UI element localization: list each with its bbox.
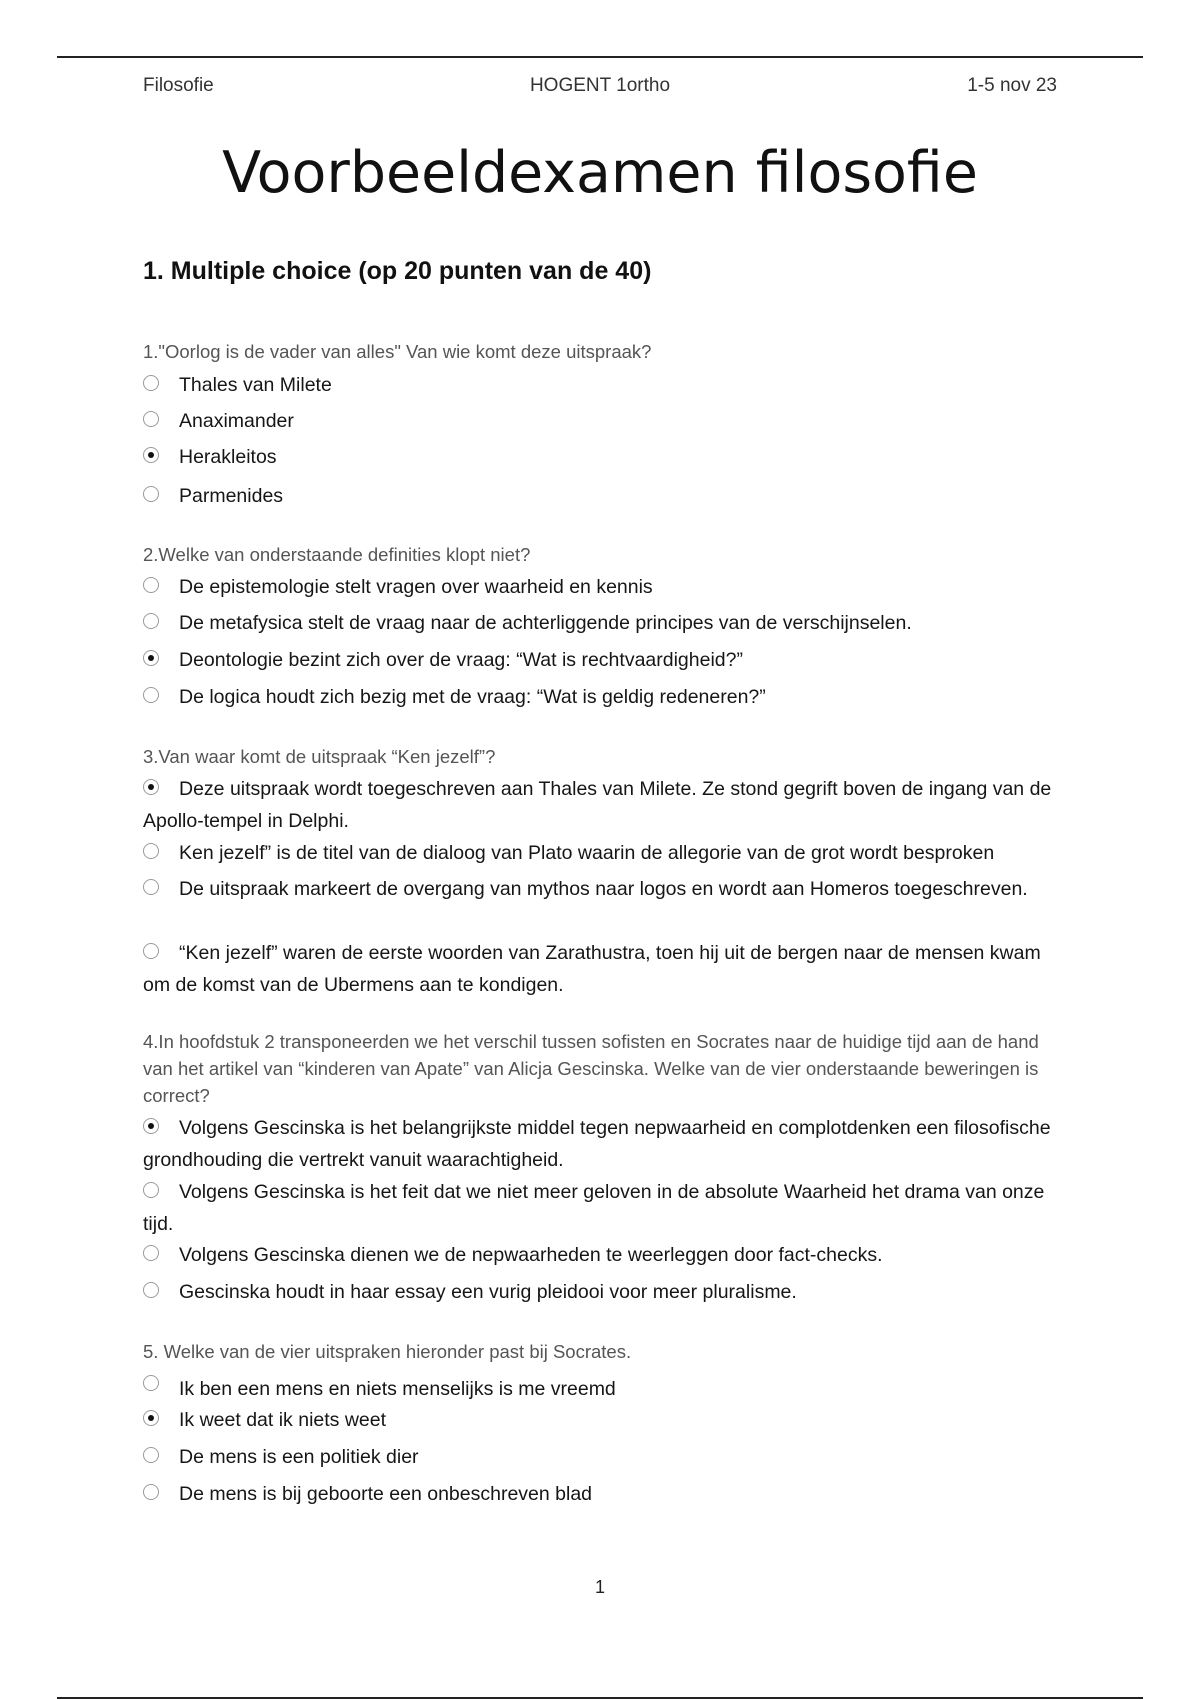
radio-icon[interactable] — [143, 687, 159, 703]
header-institution: HOGENT 1ortho — [529, 75, 671, 96]
option-label: Deze uitspraak wordt toegeschreven aan Thales van Milete. Ze stond gegrift boven de ingang van de Apollo-tempel in Delphi. — [143, 778, 1052, 832]
question-2-text: 2.Welke van onderstaande definities klopt niet? — [143, 544, 531, 565]
radio-selected-icon[interactable] — [143, 447, 159, 463]
radio-icon[interactable] — [143, 1282, 159, 1298]
radio-icon[interactable] — [143, 943, 159, 959]
option-label: De mens is bij geboorte een onbeschreven blad — [179, 1483, 593, 1505]
question-1-text: 1."Oorlog is de vader van alles" Van wie komt deze uitspraak? — [143, 341, 652, 362]
option-label: Anaximander — [179, 410, 294, 432]
radio-icon[interactable] — [143, 1375, 159, 1391]
question-5-option-3[interactable] — [143, 1441, 1063, 1473]
radio-icon[interactable] — [143, 1447, 159, 1463]
question-5-option-4[interactable] — [143, 1478, 1063, 1510]
question-3-option-4[interactable] — [143, 937, 1063, 1001]
option-label: De uitspraak markeert de overgang van mythos naar logos en wordt aan Homeros toegeschreven. — [179, 878, 1028, 900]
question-5-option-1[interactable] — [143, 1373, 1063, 1405]
question-3-option-1[interactable] — [143, 773, 1063, 837]
radio-icon[interactable] — [143, 375, 159, 391]
question-4-option-3[interactable] — [143, 1239, 1063, 1271]
option-label: Ik weet dat ik niets weet — [179, 1409, 387, 1431]
radio-selected-icon[interactable] — [143, 1410, 159, 1426]
question-2-option-2[interactable] — [143, 607, 1063, 639]
page-number: 1 — [594, 1577, 605, 1597]
radio-icon[interactable] — [143, 843, 159, 859]
option-label: “Ken jezelf” waren de eerste woorden van Zarathustra, toen hij uit de bergen naar de mensen kwam om de komst van de Ubermens aan te kondigen. — [143, 942, 1041, 996]
question-2-option-4[interactable] — [143, 681, 1063, 713]
radio-icon[interactable] — [143, 879, 159, 895]
question-4-option-2[interactable] — [143, 1176, 1063, 1240]
footer-rule — [57, 1697, 1143, 1699]
question-3-option-2[interactable] — [143, 837, 1063, 869]
question-3-option-3[interactable] — [143, 873, 1063, 905]
radio-icon[interactable] — [143, 486, 159, 502]
question-2-option-3[interactable] — [143, 644, 1063, 676]
option-label: De logica houdt zich bezig met de vraag: “Wat is geldig redeneren?” — [179, 686, 766, 708]
option-label: Volgens Gescinska dienen we de nepwaarheden te weerleggen door fact-checks. — [179, 1244, 883, 1266]
option-label: Ik ben een mens en niets menselijks is me vreemd — [179, 1378, 616, 1400]
option-label: Thales van Milete — [179, 374, 332, 396]
question-1-option-4[interactable] — [143, 480, 1063, 512]
option-label: De epistemologie stelt vragen over waarheid en kennis — [179, 576, 653, 598]
question-1-option-1[interactable] — [143, 369, 1063, 401]
radio-icon[interactable] — [143, 1484, 159, 1500]
header-rule — [57, 56, 1143, 58]
radio-icon[interactable] — [143, 1182, 159, 1198]
option-label: Ken jezelf” is de titel van de dialoog van Plato waarin de allegorie van de grot wordt besproken — [179, 842, 995, 864]
question-5-option-2[interactable] — [143, 1404, 1063, 1436]
radio-selected-icon[interactable] — [143, 650, 159, 666]
header-course: Filosofie — [143, 75, 214, 96]
option-label: Herakleitos — [179, 446, 277, 468]
radio-icon[interactable] — [143, 577, 159, 593]
radio-selected-icon[interactable] — [143, 779, 159, 795]
option-label: Gescinska houdt in haar essay een vurig pleidooi voor meer pluralisme. — [179, 1281, 797, 1303]
option-label: Parmenides — [179, 485, 284, 507]
option-label: Deontologie bezint zich over de vraag: “Wat is rechtvaardigheid?” — [179, 649, 743, 671]
option-label: Volgens Gescinska is het belangrijkste middel tegen nepwaarheid en complotdenken een filosofische grondhouding die vertrekt vanuit waarachtigheid. — [143, 1117, 1051, 1171]
option-label: De metafysica stelt de vraag naar de achterliggende principes van de verschijnselen. — [179, 612, 912, 634]
page-title: Voorbeeldexamen filosofie — [222, 140, 978, 206]
header-date: 1-5 nov 23 — [967, 75, 1057, 96]
question-2-option-1[interactable] — [143, 571, 1063, 603]
question-4-text: 4.In hoofdstuk 2 transponeerden we het verschil tussen sofisten en Socrates naar de huidige tijd aan de hand van het artikel van “kinderen van Apate” van Alicja Gescinska. Welke van de vier onderstaande beweringen is correct? — [143, 1031, 1039, 1106]
radio-icon[interactable] — [143, 1245, 159, 1261]
question-4-option-4[interactable] — [143, 1276, 1063, 1308]
question-5-text: 5. Welke van de vier uitspraken hieronder past bij Socrates. — [143, 1341, 632, 1362]
option-label: De mens is een politiek dier — [179, 1446, 419, 1468]
question-1-option-3[interactable] — [143, 441, 1063, 473]
option-label: Volgens Gescinska is het feit dat we niet meer geloven in de absolute Waarheid het drama van onze tijd. — [143, 1181, 1045, 1235]
radio-selected-icon[interactable] — [143, 1118, 159, 1134]
radio-icon[interactable] — [143, 613, 159, 629]
question-4-option-1[interactable] — [143, 1112, 1063, 1176]
question-1-option-2[interactable] — [143, 405, 1063, 437]
section-heading: 1. Multiple choice (op 20 punten van de 40) — [143, 257, 652, 285]
question-3-text: 3.Van waar komt de uitspraak “Ken jezelf”? — [143, 746, 496, 767]
radio-icon[interactable] — [143, 411, 159, 427]
